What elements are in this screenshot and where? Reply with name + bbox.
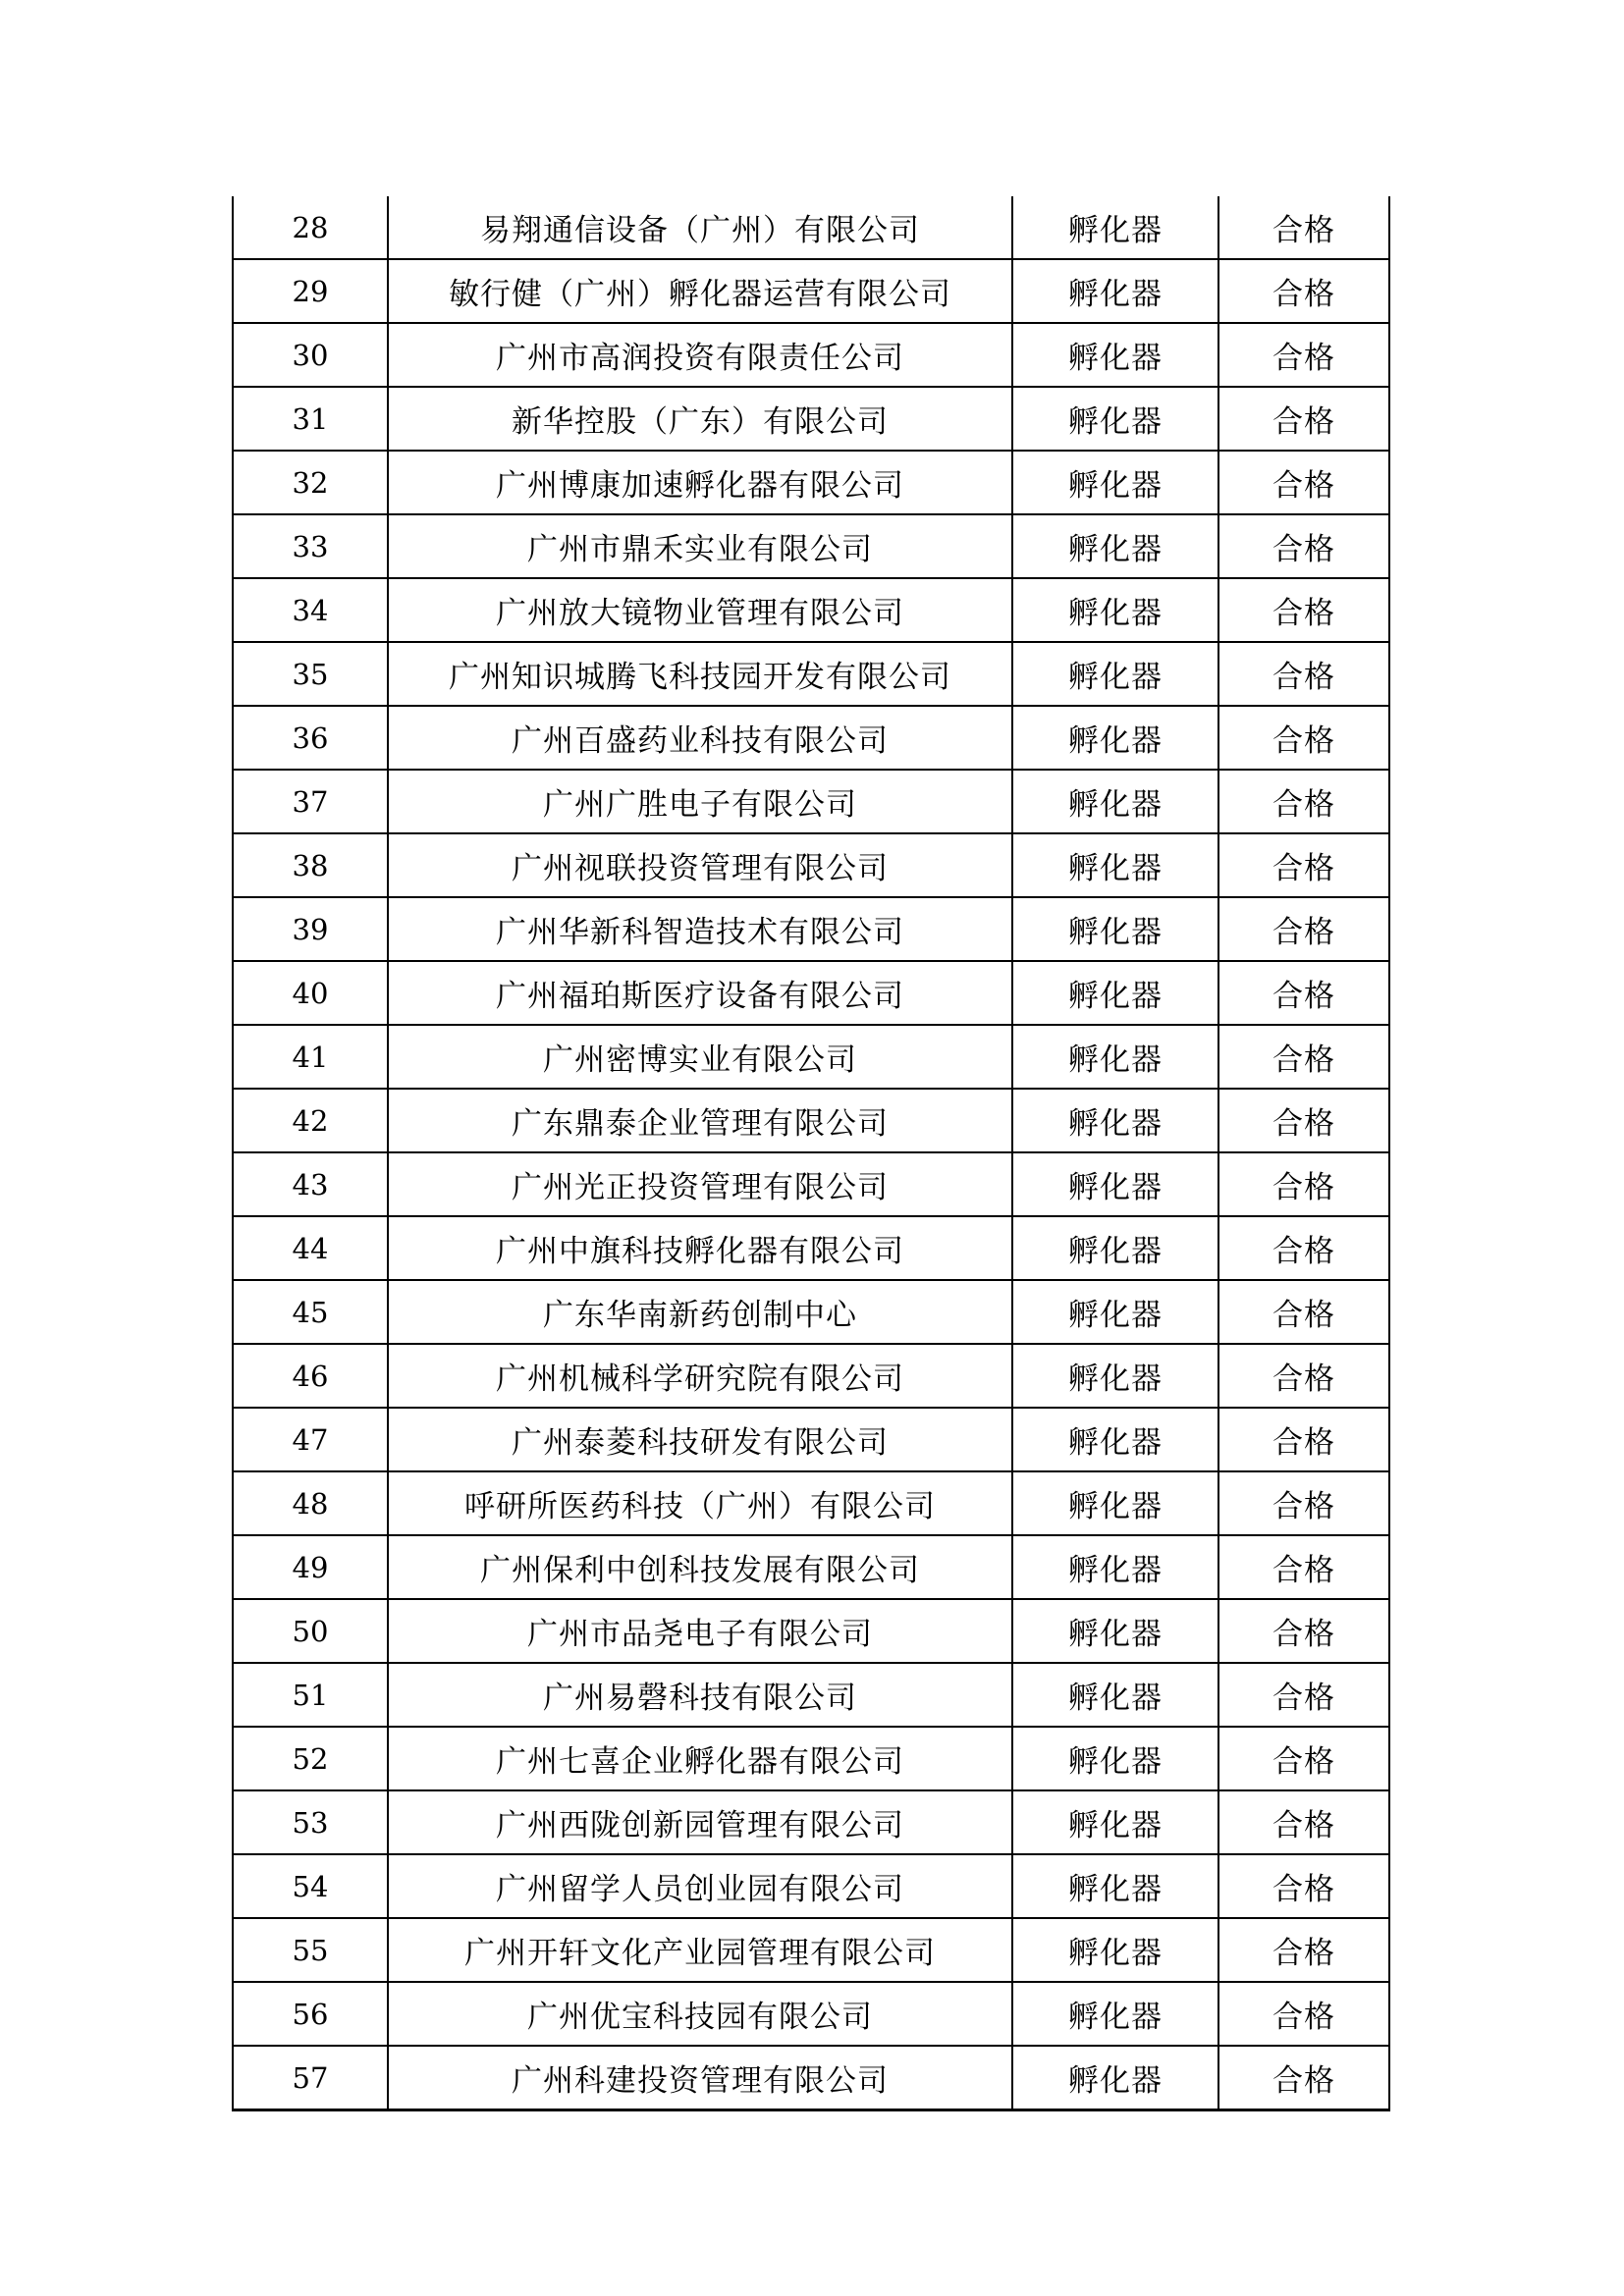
company-name-cell: 广州密博实业有限公司	[388, 1025, 1012, 1089]
result-cell: 合格	[1218, 1854, 1389, 1918]
result-cell: 合格	[1218, 1535, 1389, 1599]
table-row	[233, 1599, 1389, 1663]
company-name-cell: 广州七喜企业孵化器有限公司	[388, 1727, 1012, 1790]
category-cell: 孵化器	[1012, 1599, 1218, 1663]
result-cell: 合格	[1218, 514, 1389, 578]
table-row	[233, 1025, 1389, 1089]
result-cell: 合格	[1218, 451, 1389, 514]
table-row	[233, 1280, 1389, 1344]
row-number-cell: 39	[233, 897, 388, 961]
company-name-cell: 广州市品尧电子有限公司	[388, 1599, 1012, 1663]
company-name-cell: 广州光正投资管理有限公司	[388, 1152, 1012, 1216]
result-cell: 合格	[1218, 1089, 1389, 1152]
row-number-cell: 31	[233, 387, 388, 451]
result-cell: 合格	[1218, 578, 1389, 642]
company-name-cell: 广州易磬科技有限公司	[388, 1663, 1012, 1727]
category-cell: 孵化器	[1012, 1663, 1218, 1727]
row-number-cell: 40	[233, 961, 388, 1025]
table-row	[233, 1216, 1389, 1280]
row-number-cell: 44	[233, 1216, 388, 1280]
row-number-cell: 43	[233, 1152, 388, 1216]
category-cell: 孵化器	[1012, 1089, 1218, 1152]
company-name-cell: 广东华南新药创制中心	[388, 1280, 1012, 1344]
row-number-cell: 47	[233, 1408, 388, 1471]
row-number-cell: 32	[233, 451, 388, 514]
table-row	[233, 1790, 1389, 1854]
table-row	[233, 1535, 1389, 1599]
table-row	[233, 1471, 1389, 1535]
result-cell: 合格	[1218, 1599, 1389, 1663]
category-cell: 孵化器	[1012, 323, 1218, 387]
company-name-cell: 广州视联投资管理有限公司	[388, 833, 1012, 897]
category-cell: 孵化器	[1012, 1918, 1218, 1982]
category-cell: 孵化器	[1012, 961, 1218, 1025]
company-name-cell: 广州机械科学研究院有限公司	[388, 1344, 1012, 1408]
result-cell: 合格	[1218, 1790, 1389, 1854]
company-name-cell: 敏行健（广州）孵化器运营有限公司	[388, 259, 1012, 323]
result-cell: 合格	[1218, 196, 1389, 259]
company-name-cell: 新华控股（广东）有限公司	[388, 387, 1012, 451]
table-row	[233, 196, 1389, 259]
category-cell: 孵化器	[1012, 770, 1218, 833]
company-name-cell: 广州优宝科技园有限公司	[388, 1982, 1012, 2046]
table-row	[233, 1663, 1389, 1727]
row-number-cell: 28	[233, 196, 388, 259]
company-name-cell: 广州百盛药业科技有限公司	[388, 706, 1012, 770]
company-name-cell: 广州中旗科技孵化器有限公司	[388, 1216, 1012, 1280]
table-row	[233, 387, 1389, 451]
result-cell: 合格	[1218, 1344, 1389, 1408]
result-cell: 合格	[1218, 833, 1389, 897]
row-number-cell: 41	[233, 1025, 388, 1089]
category-cell: 孵化器	[1012, 1216, 1218, 1280]
category-cell: 孵化器	[1012, 1790, 1218, 1854]
category-cell: 孵化器	[1012, 1408, 1218, 1471]
result-cell: 合格	[1218, 1471, 1389, 1535]
category-cell: 孵化器	[1012, 578, 1218, 642]
category-cell: 孵化器	[1012, 387, 1218, 451]
category-cell: 孵化器	[1012, 1982, 1218, 2046]
table-row	[233, 770, 1389, 833]
row-number-cell: 51	[233, 1663, 388, 1727]
result-cell: 合格	[1218, 1280, 1389, 1344]
table-row	[233, 1408, 1389, 1471]
result-cell: 合格	[1218, 642, 1389, 706]
category-cell: 孵化器	[1012, 1854, 1218, 1918]
category-cell: 孵化器	[1012, 1152, 1218, 1216]
table-row	[233, 1727, 1389, 1790]
row-number-cell: 37	[233, 770, 388, 833]
table-row	[233, 833, 1389, 897]
result-cell: 合格	[1218, 2046, 1389, 2110]
table-row	[233, 897, 1389, 961]
table-row	[233, 961, 1389, 1025]
row-number-cell: 46	[233, 1344, 388, 1408]
table-row	[233, 642, 1389, 706]
row-number-cell: 49	[233, 1535, 388, 1599]
row-number-cell: 29	[233, 259, 388, 323]
table-row	[233, 1089, 1389, 1152]
row-number-cell: 33	[233, 514, 388, 578]
row-number-cell: 54	[233, 1854, 388, 1918]
company-name-cell: 广州华新科智造技术有限公司	[388, 897, 1012, 961]
result-cell: 合格	[1218, 961, 1389, 1025]
table-row	[233, 2046, 1389, 2110]
result-cell: 合格	[1218, 770, 1389, 833]
company-name-cell: 广州博康加速孵化器有限公司	[388, 451, 1012, 514]
row-number-cell: 48	[233, 1471, 388, 1535]
company-name-cell: 易翔通信设备（广州）有限公司	[388, 196, 1012, 259]
result-cell: 合格	[1218, 1982, 1389, 2046]
result-cell: 合格	[1218, 1216, 1389, 1280]
company-name-cell: 广州科建投资管理有限公司	[388, 2046, 1012, 2110]
table-row	[233, 706, 1389, 770]
category-cell: 孵化器	[1012, 1471, 1218, 1535]
company-name-cell: 广东鼎泰企业管理有限公司	[388, 1089, 1012, 1152]
result-cell: 合格	[1218, 323, 1389, 387]
row-number-cell: 38	[233, 833, 388, 897]
result-cell: 合格	[1218, 706, 1389, 770]
category-cell: 孵化器	[1012, 1344, 1218, 1408]
company-name-cell: 广州开轩文化产业园管理有限公司	[388, 1918, 1012, 1982]
row-number-cell: 34	[233, 578, 388, 642]
company-name-cell: 广州西陇创新园管理有限公司	[388, 1790, 1012, 1854]
row-number-cell: 50	[233, 1599, 388, 1663]
company-name-cell: 广州广胜电子有限公司	[388, 770, 1012, 833]
table-row	[233, 1854, 1389, 1918]
row-number-cell: 55	[233, 1918, 388, 1982]
category-cell: 孵化器	[1012, 514, 1218, 578]
category-cell: 孵化器	[1012, 1280, 1218, 1344]
category-cell: 孵化器	[1012, 1727, 1218, 1790]
company-name-cell: 广州留学人员创业园有限公司	[388, 1854, 1012, 1918]
row-number-cell: 45	[233, 1280, 388, 1344]
company-name-cell: 广州福珀斯医疗设备有限公司	[388, 961, 1012, 1025]
result-cell: 合格	[1218, 1663, 1389, 1727]
result-cell: 合格	[1218, 897, 1389, 961]
table-row	[233, 1152, 1389, 1216]
company-name-cell: 广州知识城腾飞科技园开发有限公司	[388, 642, 1012, 706]
category-cell: 孵化器	[1012, 196, 1218, 259]
table-body	[233, 196, 1389, 2110]
company-name-cell: 广州市鼎禾实业有限公司	[388, 514, 1012, 578]
company-name-cell: 呼研所医药科技（广州）有限公司	[388, 1471, 1012, 1535]
category-cell: 孵化器	[1012, 642, 1218, 706]
table-row	[233, 259, 1389, 323]
results-table	[232, 196, 1390, 2111]
company-name-cell: 广州放大镜物业管理有限公司	[388, 578, 1012, 642]
result-cell: 合格	[1218, 387, 1389, 451]
result-cell: 合格	[1218, 1408, 1389, 1471]
company-name-cell: 广州市高润投资有限责任公司	[388, 323, 1012, 387]
table-row	[233, 578, 1389, 642]
row-number-cell: 35	[233, 642, 388, 706]
row-number-cell: 42	[233, 1089, 388, 1152]
row-number-cell: 57	[233, 2046, 388, 2110]
category-cell: 孵化器	[1012, 1025, 1218, 1089]
row-number-cell: 30	[233, 323, 388, 387]
table-row	[233, 514, 1389, 578]
table-row	[233, 1918, 1389, 1982]
category-cell: 孵化器	[1012, 706, 1218, 770]
row-number-cell: 53	[233, 1790, 388, 1854]
category-cell: 孵化器	[1012, 833, 1218, 897]
company-name-cell: 广州保利中创科技发展有限公司	[388, 1535, 1012, 1599]
row-number-cell: 56	[233, 1982, 388, 2046]
table-row	[233, 1982, 1389, 2046]
row-number-cell: 36	[233, 706, 388, 770]
category-cell: 孵化器	[1012, 2046, 1218, 2110]
row-number-cell: 52	[233, 1727, 388, 1790]
result-cell: 合格	[1218, 1152, 1389, 1216]
table-row	[233, 451, 1389, 514]
category-cell: 孵化器	[1012, 1535, 1218, 1599]
results-table-container	[232, 196, 1388, 2111]
result-cell: 合格	[1218, 259, 1389, 323]
result-cell: 合格	[1218, 1727, 1389, 1790]
category-cell: 孵化器	[1012, 897, 1218, 961]
category-cell: 孵化器	[1012, 259, 1218, 323]
result-cell: 合格	[1218, 1918, 1389, 1982]
company-name-cell: 广州泰菱科技研发有限公司	[388, 1408, 1012, 1471]
result-cell: 合格	[1218, 1025, 1389, 1089]
table-row	[233, 1344, 1389, 1408]
category-cell: 孵化器	[1012, 451, 1218, 514]
table-row	[233, 323, 1389, 387]
